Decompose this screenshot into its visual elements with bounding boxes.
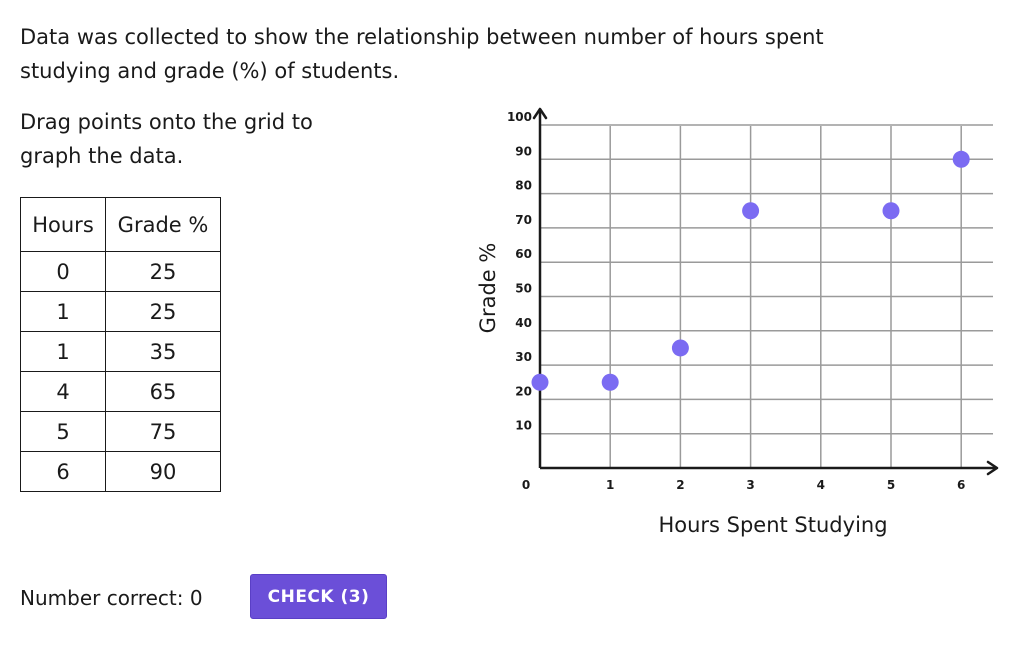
cell-grade: 65 (106, 372, 221, 412)
data-point[interactable] (672, 339, 689, 356)
x-tick-label: 2 (676, 478, 685, 492)
data-point[interactable] (883, 202, 900, 219)
data-point[interactable] (953, 151, 970, 168)
y-axis-title: Grade % (476, 242, 500, 334)
y-tick-label: 80 (515, 178, 532, 193)
instruction-text: Drag points onto the grid to graph the data. (20, 110, 313, 168)
y-tick-label: 40 (515, 315, 532, 330)
cell-hours: 1 (21, 332, 106, 372)
x-tick-label: 6 (957, 478, 966, 492)
header-hours: Hours (21, 198, 106, 252)
x-tick-label: 1 (606, 478, 615, 492)
x-tick-label: 5 (886, 478, 896, 492)
cell-grade: 90 (106, 452, 221, 492)
data-point[interactable] (532, 374, 549, 391)
data-point[interactable] (602, 374, 619, 391)
y-tick-label: 50 (515, 281, 532, 296)
cell-grade: 75 (106, 412, 221, 452)
data-point[interactable] (742, 202, 759, 219)
header-grade: Grade % (106, 198, 221, 252)
cell-hours: 5 (21, 412, 106, 452)
cell-hours: 6 (21, 452, 106, 492)
grid (540, 125, 993, 468)
cell-hours: 4 (21, 372, 106, 412)
y-tick-label: 20 (515, 384, 532, 399)
y-tick-label: 10 (515, 418, 532, 433)
problem-statement: Data was collected to show the relationship between number of hours spent studying and grade (%) of students. (20, 25, 824, 83)
y-tick-label: 30 (515, 350, 532, 365)
y-tick-label: 90 (515, 144, 532, 159)
score-text: Number correct: 0 (20, 586, 203, 610)
y-tick-label: 60 (515, 247, 532, 262)
cell-grade: 25 (106, 292, 221, 332)
cell-hours: 1 (21, 292, 106, 332)
cell-grade: 35 (106, 332, 221, 372)
tick-labels (507, 110, 965, 492)
x-axis-title: Hours Spent Studying (658, 513, 888, 537)
cell-grade: 25 (106, 252, 221, 292)
cell-hours: 0 (21, 252, 106, 292)
x-tick-label: 0 (521, 478, 531, 492)
y-tick-label: 100 (506, 110, 532, 124)
check-button[interactable]: CHECK (3) (250, 574, 387, 619)
axes (534, 109, 997, 474)
y-tick-label: 70 (515, 212, 532, 227)
x-tick-label: 4 (816, 478, 825, 492)
x-tick-label: 3 (746, 478, 755, 492)
